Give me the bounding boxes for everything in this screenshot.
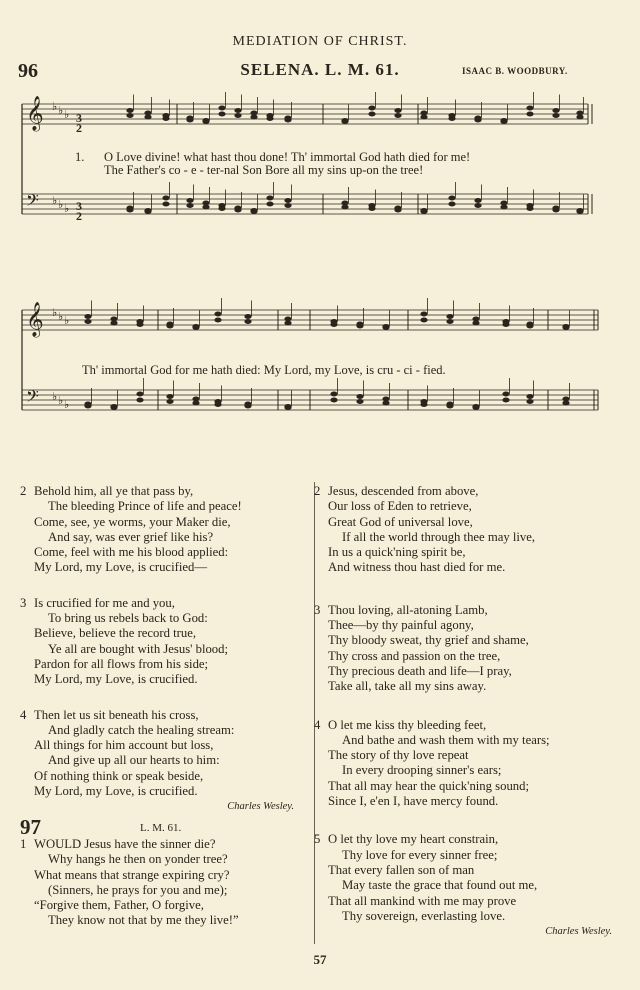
note-head (448, 116, 455, 121)
verse-block (20, 595, 304, 688)
flat-icon: ♭ (58, 198, 64, 211)
note-head (162, 196, 169, 201)
note-head (474, 118, 481, 123)
note-head (110, 405, 117, 410)
page-section-title: MEDIATION OF CHRIST. (232, 34, 408, 49)
note-head (284, 405, 291, 410)
verse-line: Ye all are bought with Jesus' blood; (48, 641, 229, 656)
note-head (202, 119, 209, 124)
verse-number: 2 (20, 484, 27, 498)
verse-line: (Sinners, he prays for you and me); (48, 882, 228, 897)
note-head (474, 198, 481, 203)
verse-line: WOULD Jesus have the sinner die? (34, 837, 216, 851)
lyric-line-3: Th' immortal God for me hath died: My Lord, my Love, is cru - ci - fied. (82, 363, 446, 377)
note-head (552, 208, 559, 213)
note-head (144, 115, 151, 120)
tune-name: SELENA. L. M. 61. (240, 60, 400, 79)
note-head (562, 401, 569, 406)
note-head (341, 205, 348, 210)
verse-block (20, 707, 304, 800)
time-signature: 3 (76, 111, 82, 125)
note-head (330, 322, 337, 327)
note-head (84, 404, 91, 409)
time-signature: 3 (76, 199, 82, 213)
verse-line: If all the world through thee may live, (342, 529, 536, 544)
verse-line: And say, was ever grief like his? (48, 529, 214, 544)
note-head (234, 113, 241, 118)
verse-line: Great God of universal love, (328, 514, 473, 529)
note-head (552, 108, 559, 113)
verse-line: And bathe and wash them with my tears; (342, 732, 550, 747)
verse-line: O let thy love my heart constrain, (328, 832, 499, 847)
note-head (266, 196, 273, 201)
bass-clef-icon: 𝄢 (26, 386, 39, 410)
note-head (446, 319, 453, 324)
note-head (368, 112, 375, 117)
note-head (394, 108, 401, 113)
note-head (446, 314, 453, 319)
verse-line: Of nothing think or speak beside, (34, 768, 204, 783)
lyric-line-2: The Father's co - e - ter-nal Son Bore all my sins up-on the tree! (104, 163, 424, 177)
attribution-right: Charles Wesley. (545, 926, 612, 938)
verse-line: That all may hear the quick'ning sound; (328, 778, 530, 793)
hymn-number-97: 97 (20, 815, 41, 839)
note-head (162, 202, 169, 207)
verse-line: And witness thou hast died for me. (328, 560, 506, 575)
verse-line: Thou loving, all-atoning Lamb, (328, 602, 488, 617)
note-head (526, 106, 533, 111)
flat-icon: ♭ (64, 108, 70, 121)
note-head (214, 318, 221, 323)
verse-line: Thy bloody sweat, thy grief and shame, (328, 633, 529, 648)
hymn97-meter: L. M. 61. (140, 822, 182, 834)
verse-number: 3 (314, 602, 321, 617)
verse1-number: 1. (75, 150, 85, 164)
flat-icon: ♭ (52, 194, 58, 207)
note-head (202, 205, 209, 210)
verse-line: Thy love for every sinner free; (342, 847, 498, 862)
note-head (526, 112, 533, 117)
verse-line: All things for him account but loss, (34, 738, 214, 753)
verse-line: They know not that by me they live!” (48, 913, 239, 928)
right-verses (314, 484, 628, 939)
note-head (250, 115, 257, 120)
note-head (218, 206, 225, 211)
flat-icon: ♭ (64, 314, 70, 327)
time-signature: 2 (76, 209, 82, 223)
note-head (330, 398, 337, 403)
note-head (84, 319, 91, 324)
note-head (562, 325, 569, 330)
note-head (526, 399, 533, 404)
bass-clef-icon: 𝄢 (26, 190, 39, 214)
note-head (576, 209, 583, 214)
note-head (394, 208, 401, 213)
note-head (284, 203, 291, 208)
flat-icon: ♭ (52, 390, 58, 403)
verse-line: In every drooping sinner's ears; (342, 763, 502, 778)
note-head (474, 203, 481, 208)
note-head (382, 325, 389, 330)
verse-number: 4 (314, 717, 321, 732)
verse-line: Jesus, descended from above, (328, 484, 479, 498)
note-head (526, 324, 533, 329)
note-head (500, 205, 507, 210)
verse-line: What means that strange expiring cry? (34, 867, 230, 882)
verse-line: Then let us sit beneath his cross, (34, 707, 199, 722)
verse-block (314, 484, 628, 576)
verse-number: 4 (20, 707, 27, 722)
note-head (186, 203, 193, 208)
verse-number: 3 (20, 595, 27, 610)
note-head (356, 324, 363, 329)
note-head (186, 198, 193, 203)
verse-line: Thy precious death and life—I pray, (328, 663, 512, 678)
note-head (284, 198, 291, 203)
note-head (192, 325, 199, 330)
verse-line: Is crucified for me and you, (34, 595, 175, 610)
note-head (420, 402, 427, 407)
flat-icon: ♭ (64, 202, 70, 215)
verse-number: 5 (314, 832, 321, 847)
note-head (420, 115, 427, 120)
verse-line: The bleeding Prince of life and peace! (48, 499, 242, 514)
verse-line: The story of thy love repeat (328, 748, 469, 763)
verse-block (20, 484, 304, 576)
note-head (162, 116, 169, 121)
note-head (214, 312, 221, 317)
verse-line: Believe, believe the record true, (34, 626, 197, 641)
verse-line: Thee—by thy painful agony, (328, 618, 474, 633)
treble-clef-icon: 𝄞 (26, 96, 44, 131)
note-head (420, 318, 427, 323)
note-head (368, 206, 375, 211)
flat-icon: ♭ (64, 398, 70, 411)
verse-line: That all mankind with me may prove (328, 893, 517, 908)
verse-line: My Lord, my Love, is crucified— (34, 560, 208, 575)
time-signature: 2 (76, 121, 82, 135)
note-head (472, 321, 479, 326)
note-head (341, 119, 348, 124)
flat-icon: ♭ (52, 306, 58, 319)
note-head (368, 106, 375, 111)
verse-line: “Forgive them, Father, O forgive, (34, 898, 204, 913)
note-head (420, 312, 427, 317)
note-head (218, 106, 225, 111)
note-head (214, 402, 221, 407)
note-head (330, 392, 337, 397)
note-head (576, 115, 583, 120)
note-head (356, 399, 363, 404)
verse-line: Pardon for all flows from his side; (34, 656, 209, 671)
note-head (110, 321, 117, 326)
note-head (136, 392, 143, 397)
note-head (356, 394, 363, 399)
verse-number: 1 (20, 837, 27, 851)
note-head (234, 108, 241, 113)
verse-line: To bring us rebels back to God: (48, 611, 208, 626)
verse-line: Thy sovereign, everlasting love. (342, 908, 506, 923)
verse-line: May taste the grace that found out me, (342, 878, 538, 893)
verse-line: And gladly catch the healing stream: (48, 722, 235, 737)
note-head (502, 392, 509, 397)
note-head (192, 401, 199, 406)
composer-name: ISAAC B. WOODBURY. (462, 66, 568, 76)
verse-line: That every fallen son of man (328, 862, 475, 877)
note-head (126, 113, 133, 118)
verse-line: O let me kiss thy bleeding feet, (328, 717, 487, 732)
note-head (126, 108, 133, 113)
note-head (502, 322, 509, 327)
note-head (526, 206, 533, 211)
hymn97-verse (20, 837, 304, 929)
note-head (244, 319, 251, 324)
note-head (244, 404, 251, 409)
flat-icon: ♭ (58, 104, 64, 117)
verse-line: My Lord, my Love, is crucified. (34, 784, 198, 799)
note-head (284, 118, 291, 123)
verse-number: 2 (314, 484, 321, 498)
verse-line: Since I, e'en I, have mercy found. (328, 794, 499, 809)
note-head (126, 208, 133, 213)
verse-line: My Lord, my Love, is crucified. (34, 672, 198, 687)
note-head (136, 398, 143, 403)
note-head (472, 405, 479, 410)
note-head (144, 209, 151, 214)
note-head (234, 208, 241, 213)
note-head (166, 324, 173, 329)
verse-line: Our loss of Eden to retrieve, (328, 499, 472, 514)
treble-clef-icon: 𝄞 (26, 302, 44, 337)
hymn-number-96: 96 (18, 60, 38, 82)
verse-block (314, 602, 628, 695)
lyric-line-1: O Love divine! what hast thou done! Th' immortal God hath died for me! (104, 150, 471, 164)
note-head (186, 118, 193, 123)
note-head (394, 113, 401, 118)
left-verses (20, 484, 304, 815)
column-divider (314, 482, 315, 944)
verse-line: Come, see, ye worms, your Maker die, (34, 514, 231, 529)
verse-line: Thy cross and passion on the tree, (328, 648, 501, 663)
note-head (382, 401, 389, 406)
note-head (136, 322, 143, 327)
verse-line: In us a quick'ning spirit be, (328, 545, 466, 560)
page-number: 57 (313, 952, 327, 967)
attribution-left: Charles Wesley. (227, 801, 294, 813)
verse-line: Behold him, all ye that pass by, (34, 484, 194, 498)
note-head (250, 209, 257, 214)
note-head (420, 209, 427, 214)
note-head (500, 119, 507, 124)
note-head (552, 113, 559, 118)
note-head (266, 116, 273, 121)
verse-block (314, 717, 628, 810)
verse-line: And give up all our hearts to him: (48, 753, 220, 768)
note-head (84, 314, 91, 319)
verse-line: Take all, take all my sins away. (328, 679, 487, 694)
note-head (446, 404, 453, 409)
flat-icon: ♭ (58, 310, 64, 323)
verse-line: Come, feel with me his blood applied: (34, 545, 229, 560)
verse-line: Why hangs he then on yonder tree? (48, 852, 228, 867)
flat-icon: ♭ (52, 100, 58, 113)
note-head (448, 196, 455, 201)
note-head (166, 399, 173, 404)
note-head (266, 202, 273, 207)
note-head (244, 314, 251, 319)
note-head (526, 394, 533, 399)
flat-icon: ♭ (58, 394, 64, 407)
note-head (284, 321, 291, 326)
note-head (218, 112, 225, 117)
verse-block (314, 832, 628, 924)
note-head (502, 398, 509, 403)
note-head (448, 202, 455, 207)
note-head (166, 394, 173, 399)
